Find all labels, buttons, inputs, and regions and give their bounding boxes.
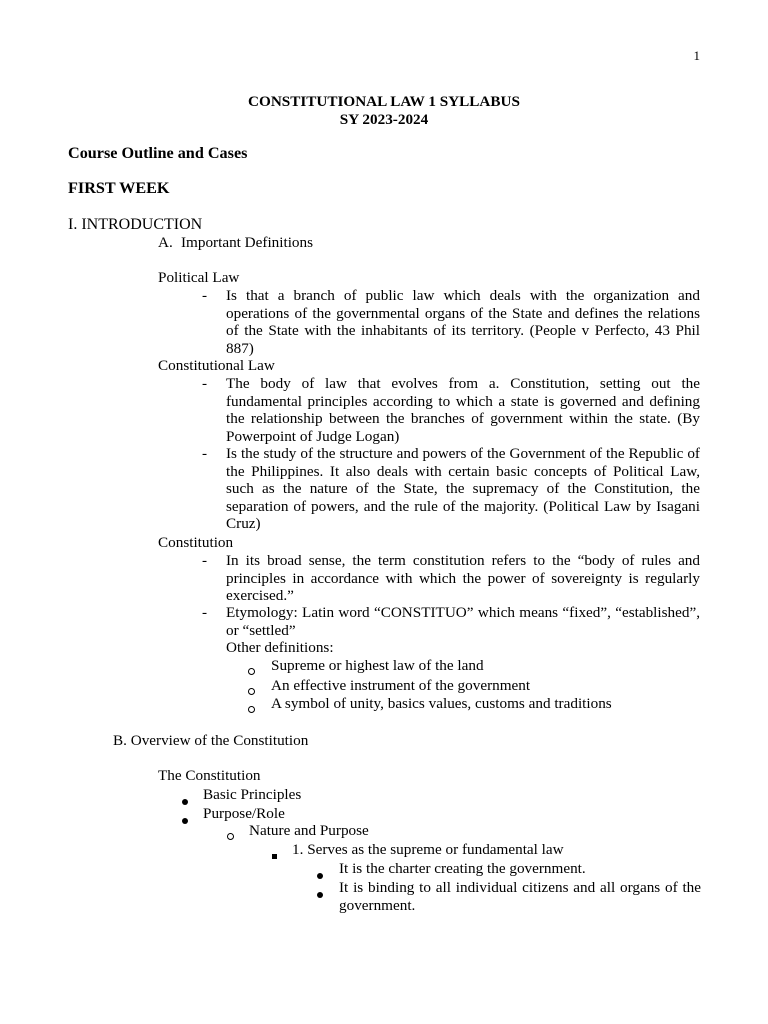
- course-outline-heading: Course Outline and Cases: [68, 144, 248, 162]
- binding-item: It is binding to all individual citizens and all organs of the government.: [339, 879, 701, 914]
- disc-bullet: [182, 792, 188, 810]
- subsection-b-heading: B. Overview of the Constitution: [113, 732, 309, 749]
- constitutional-law-definition-2: Is the study of the structure and powers of the Government of the Republic of the Philippines. It also deals with certain basic concepts of Political Law, such as the nature of the State, the supremacy of the Constitution, the separation of powers, and the rule of the majority. (Political Law by Isagani Cruz): [226, 445, 700, 533]
- page-number: 1: [693, 48, 700, 63]
- charter-item: It is the charter creating the government.: [339, 860, 586, 877]
- political-law-definition: Is that a branch of public law which deals with the organization and operations of the governmental organs of the State and defines the relations of the State with the inhabitants of its territory. (People v Perfecto, 43 Phil 887): [226, 287, 700, 357]
- subsection-a-marker: A.: [158, 234, 173, 251]
- constitutional-law-heading: Constitutional Law: [158, 357, 275, 374]
- dash-marker: -: [202, 552, 208, 569]
- political-law-heading: Political Law: [158, 269, 240, 286]
- section-introduction: I. INTRODUCTION: [68, 216, 203, 233]
- other-definition-item: An effective instrument of the government: [271, 677, 531, 694]
- circle-bullet: [227, 827, 234, 845]
- disc-bullet: [317, 866, 323, 884]
- basic-principles-item: Basic Principles: [203, 786, 302, 803]
- disc-bullet: [182, 811, 188, 829]
- week-heading: FIRST WEEK: [68, 179, 170, 197]
- constitution-definition-1: In its broad sense, the term constitution refers to the “body of rules and principles in accordance with which the power of sovereignty is regularly exercised.”: [226, 552, 700, 605]
- dash-marker: -: [202, 287, 208, 304]
- disc-bullet: [317, 885, 323, 903]
- dash-marker: -: [202, 604, 208, 621]
- circle-bullet: [248, 700, 255, 718]
- the-constitution-heading: The Constitution: [158, 767, 261, 784]
- nature-purpose-item: Nature and Purpose: [249, 822, 369, 839]
- circle-bullet: [248, 662, 255, 680]
- constitutional-law-definition-1: The body of law that evolves from a. Constitution, setting out the fundamental principles according to which a state is governed and defining the relationship between the branches of government within the state. (By Powerpoint of Judge Logan): [226, 375, 700, 445]
- other-definitions-label: Other definitions:: [226, 639, 334, 656]
- other-definition-item: Supreme or highest law of the land: [271, 657, 484, 674]
- purpose-role-item: Purpose/Role: [203, 805, 285, 822]
- dash-marker: -: [202, 445, 208, 462]
- title-line-1: CONSTITUTIONAL LAW 1 SYLLABUS: [248, 93, 520, 110]
- supreme-law-item: 1. Serves as the supreme or fundamental law: [292, 841, 564, 858]
- other-definition-item: A symbol of unity, basics values, customs and traditions: [271, 695, 612, 712]
- dash-marker: -: [202, 375, 208, 392]
- square-bullet: [272, 846, 277, 864]
- title-line-2: SY 2023-2024: [339, 110, 429, 128]
- circle-bullet: [248, 682, 255, 700]
- document-title: [0, 93, 768, 128]
- subsection-a-label: Important Definitions: [181, 234, 314, 251]
- constitution-etymology: Etymology: Latin word “CONSTITUO” which means “fixed”, “established”, or “settled”: [226, 604, 700, 639]
- constitution-heading: Constitution: [158, 534, 234, 551]
